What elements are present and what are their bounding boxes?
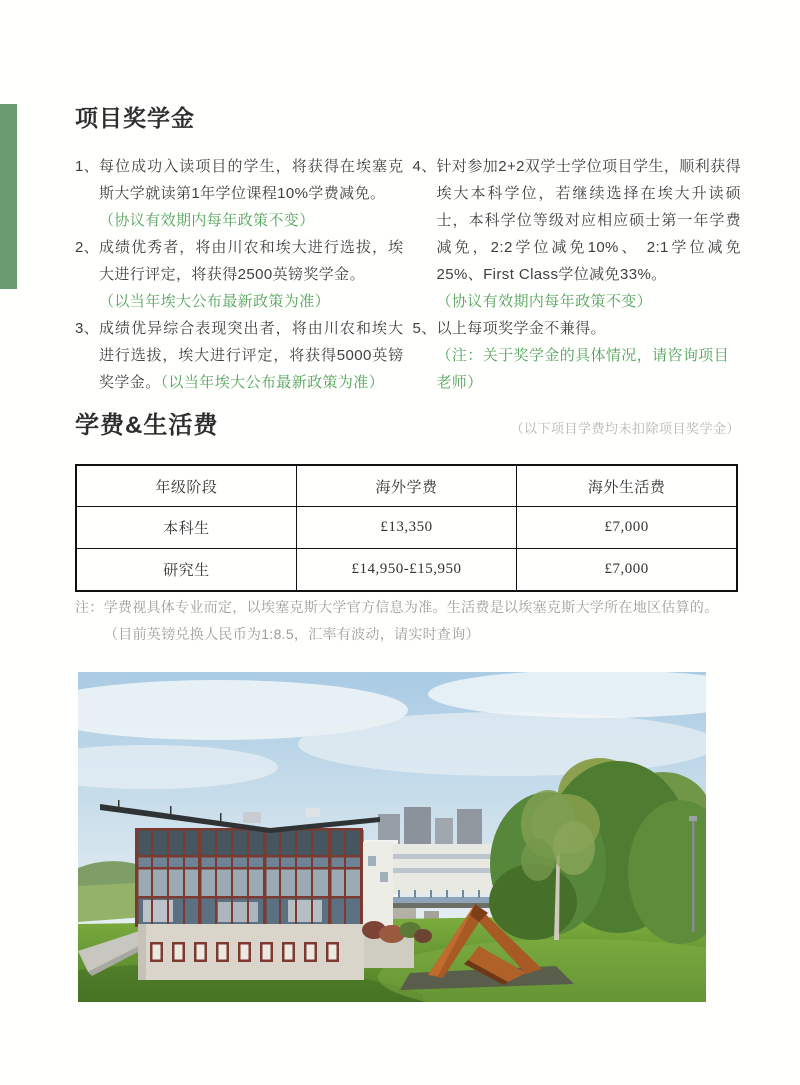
scholarship-col-left — [75, 153, 404, 396]
list-item — [413, 315, 742, 396]
fees-table-cell: £14,950-£15,950 — [296, 549, 516, 592]
fees-table-header-cell: 海外生活费 — [517, 465, 737, 507]
fees-table-cell: £7,000 — [517, 507, 737, 549]
fees-title-note: （以下项目学费均未扣除项目奖学金） — [510, 421, 740, 436]
item-green-note: （注：关于奖学金的具体情况，请咨询项目老师） — [436, 347, 730, 391]
fees-table-cell: £13,350 — [296, 507, 516, 549]
item-text: 针对参加2+2双学士学位项目学生，顺利获得埃大本科学位，若继续选择在埃大升读硕士，本科学位等级对应相应硕士第一年学费减免，2:2学位减免10%、 2:1学位减免25%、First Class学位减免33%。 — [436, 158, 741, 283]
fees-table-body — [76, 507, 737, 592]
item-number: 5、 — [412, 320, 437, 337]
item-green-note: （协议有效期内每年政策不变） — [99, 212, 315, 229]
list-item — [75, 315, 404, 396]
fees-section-title: 学费&生活费 — [75, 412, 219, 439]
item-green-note: （协议有效期内每年政策不变） — [436, 293, 653, 310]
item-text: 以上每项奖学金不兼得。 — [436, 320, 606, 337]
fees-heading-row — [75, 408, 740, 444]
page-title: 项目奖学金 — [75, 105, 195, 131]
fees-footnote-2: （目前英镑兑换人民币为1:8.5，汇率有波动，请实时查询） — [104, 626, 480, 642]
fees-footnote-1: 注：学费视具体专业而定，以埃塞克斯大学官方信息为准。生活费是以埃塞克斯大学所在地区估算的。 — [75, 599, 719, 615]
item-text: 成绩优秀者，将由川农和埃大进行选拔，埃大进行评定，将获得2500英镑奖学金。 — [99, 239, 404, 283]
fees-table — [75, 464, 738, 592]
green-accent-bar — [0, 104, 17, 289]
item-green-note: （以当年埃大公布最新政策为准） — [99, 293, 331, 310]
scholarship-list — [75, 153, 741, 396]
item-text: 成绩优异综合表现突出者，将由川农和埃大进行选拔，埃大进行评定，将获得5000英镑奖学金。 — [99, 320, 404, 391]
campus-photo — [78, 672, 706, 1002]
scholarship-col-right — [413, 153, 742, 396]
item-number: 2、 — [75, 239, 100, 256]
fees-table-header-cell: 海外学费 — [296, 465, 516, 507]
fees-table-cell: £7,000 — [517, 549, 737, 592]
fees-table-header-row — [76, 465, 737, 507]
item-text: 每位成功入读项目的学生，将获得在埃塞克斯大学就读第1年学位课程10%学费减免。 — [99, 158, 404, 202]
fees-table-cell: 本科生 — [76, 507, 296, 549]
fees-table-row — [76, 549, 737, 592]
list-item — [75, 234, 404, 315]
item-number: 3、 — [75, 320, 100, 337]
list-item — [413, 153, 742, 315]
item-number: 1、 — [75, 158, 100, 175]
fees-table-row — [76, 507, 737, 549]
item-green-note: （以当年埃大公布最新政策为准） — [160, 374, 385, 391]
fees-table-cell: 研究生 — [76, 549, 296, 592]
item-number: 4、 — [412, 158, 437, 175]
fees-table-header-cell: 年级阶段 — [76, 465, 296, 507]
list-item — [75, 153, 404, 234]
